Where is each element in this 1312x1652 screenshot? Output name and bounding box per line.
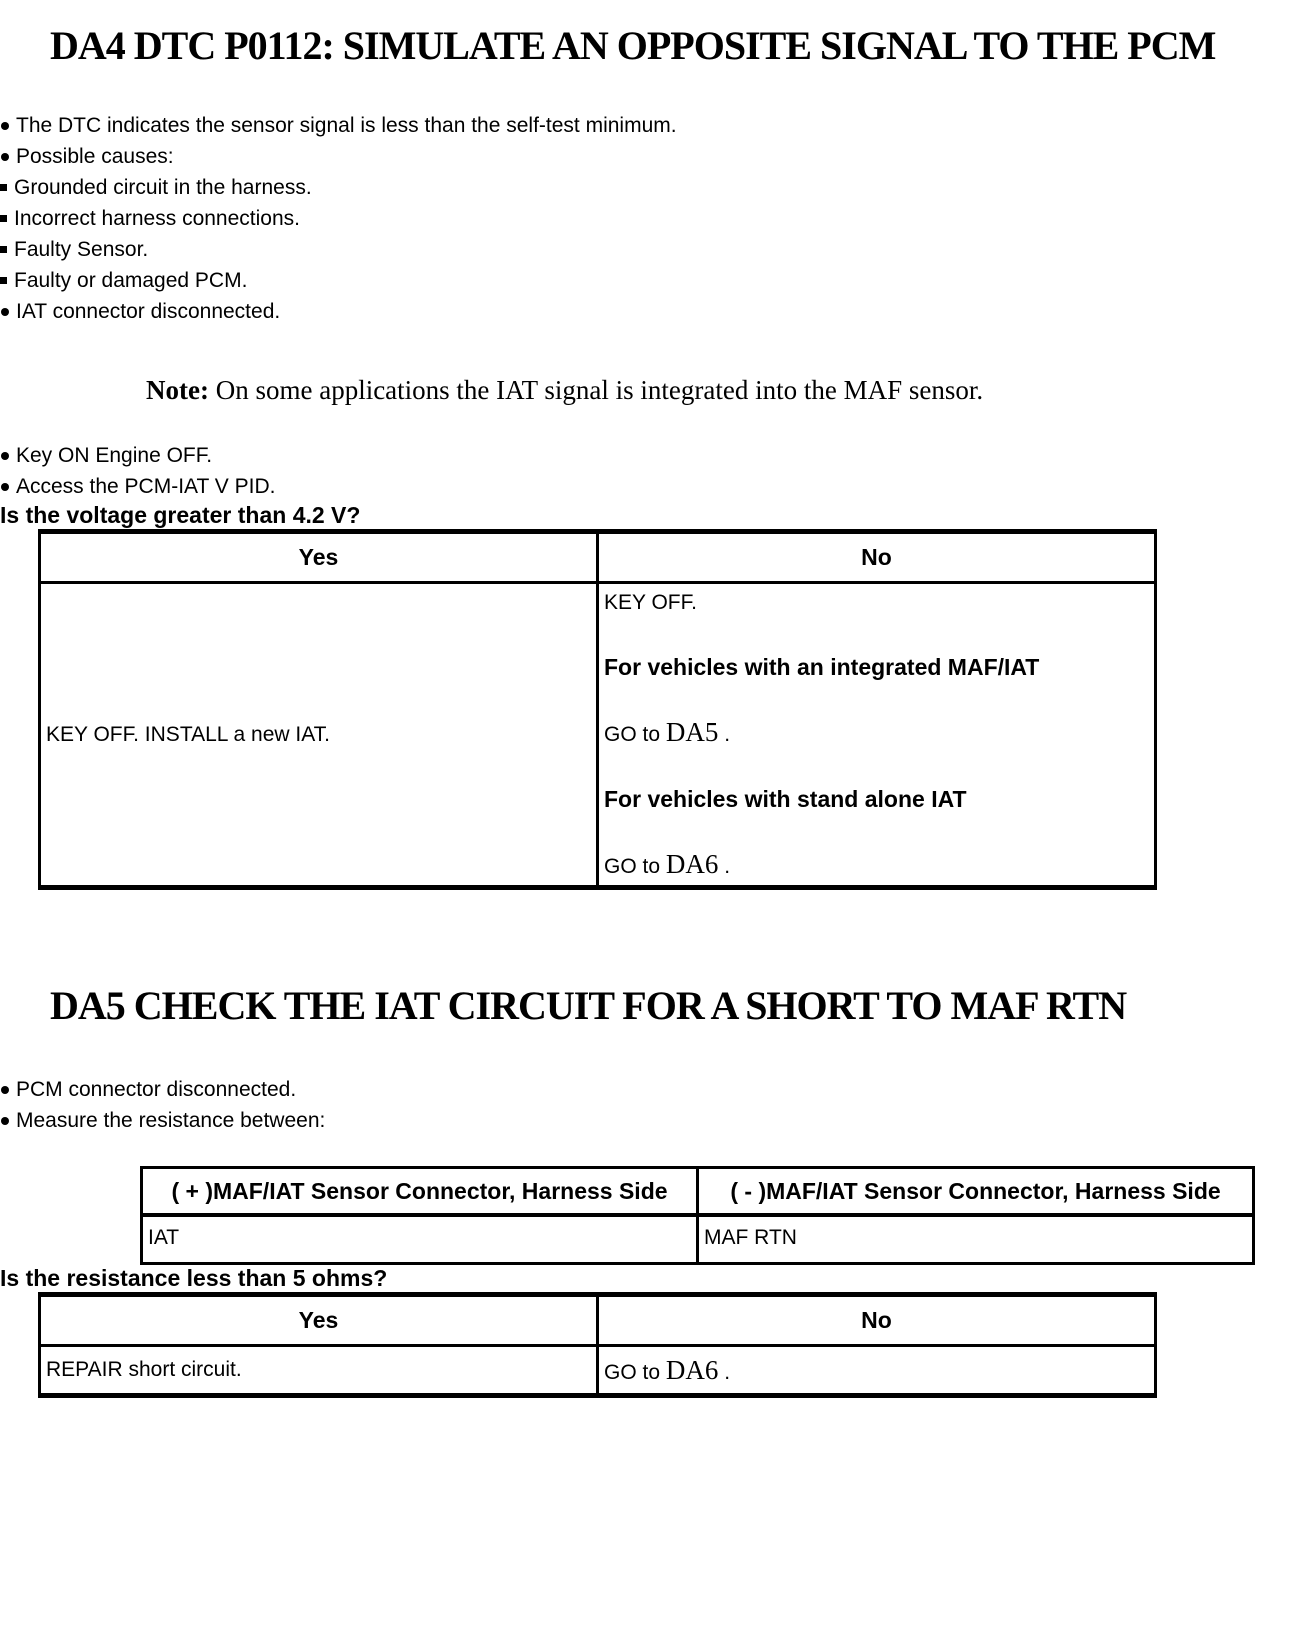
da5-procedure-list [0, 1074, 1312, 1136]
table-header-row [142, 1168, 1254, 1216]
go-to-text: GO to [604, 855, 666, 878]
note-label: Note: [146, 375, 209, 405]
table-row [40, 1346, 1156, 1396]
sub-list-item: Grounded circuit in the harness. [0, 172, 1312, 203]
da4-overview-list [0, 110, 1312, 327]
da5-yes-cell: REPAIR short circuit. [40, 1346, 598, 1396]
da5-section-title: DA5 CHECK THE IAT CIRCUIT FOR A SHORT TO MAF RTN [50, 983, 1127, 1028]
da5-decision-table [38, 1292, 1157, 1398]
list-item: Measure the resistance between: [0, 1105, 1312, 1136]
da4-question: Is the voltage greater than 4.2 V? [0, 502, 361, 528]
da5-no-cell [598, 1346, 1156, 1396]
header-cell-yes: Yes [40, 1295, 598, 1346]
go-to-suffix: . [718, 1360, 731, 1384]
da5-measure-table [140, 1166, 1255, 1265]
no-cell-line: KEY OFF. [604, 591, 697, 614]
table-header-row [40, 532, 1156, 583]
go-to-suffix: . [718, 723, 731, 746]
list-item: Access the PCM-IAT V PID. [0, 471, 1312, 502]
da4-section-title: DA4 DTC P0112: SIMULATE AN OPPOSITE SIGNAL TO THE PCM [50, 23, 1216, 68]
list-item: The DTC indicates the sensor signal is less than the self-test minimum. [0, 110, 1312, 141]
header-cell-yes: Yes [40, 532, 598, 583]
no-cell-line [604, 849, 1146, 879]
list-item: PCM connector disconnected. [0, 1074, 1312, 1105]
link-da6[interactable]: DA6 [665, 849, 719, 879]
note-text: On some applications the IAT signal is integrated into the MAF sensor. [215, 375, 984, 405]
table-header-row [40, 1295, 1156, 1346]
no-cell-line: For vehicles with stand alone IAT [604, 786, 967, 812]
no-cell-line: For vehicles with an integrated MAF/IAT [604, 654, 1040, 680]
measure-header-positive: ( + )MAF/IAT Sensor Connector, Harness Side [142, 1168, 698, 1216]
da4-no-cell [598, 583, 1156, 888]
da4-yes-cell: KEY OFF. INSTALL a new IAT. [40, 583, 598, 888]
link-da5[interactable]: DA5 [665, 717, 719, 747]
da4-procedure-list [0, 440, 1312, 502]
sub-list-item: Faulty or damaged PCM. [0, 265, 1312, 296]
list-item: Key ON Engine OFF. [0, 440, 1312, 471]
table-row [142, 1215, 1254, 1264]
list-item: IAT connector disconnected. [0, 296, 1312, 327]
table-row [40, 583, 1156, 888]
list-item: Possible causes: [0, 141, 1312, 172]
no-cell-line [604, 717, 1146, 747]
sub-list-item: Faulty Sensor. [0, 234, 1312, 265]
go-to-suffix: . [718, 855, 731, 878]
note [146, 374, 1312, 406]
measure-header-negative: ( - )MAF/IAT Sensor Connector, Harness Side [698, 1168, 1254, 1216]
go-to-text: GO to [604, 723, 666, 746]
header-cell-no: No [598, 1295, 1156, 1346]
da4-decision-table [38, 529, 1157, 890]
da5-question: Is the resistance less than 5 ohms? [0, 1265, 388, 1291]
measure-cell-maf-rtn: MAF RTN [698, 1215, 1254, 1264]
measure-cell-iat: IAT [142, 1215, 698, 1264]
sub-list-item: Incorrect harness connections. [0, 203, 1312, 234]
header-cell-no: No [598, 532, 1156, 583]
link-da6[interactable]: DA6 [665, 1354, 719, 1385]
go-to-text: GO to [604, 1360, 666, 1384]
